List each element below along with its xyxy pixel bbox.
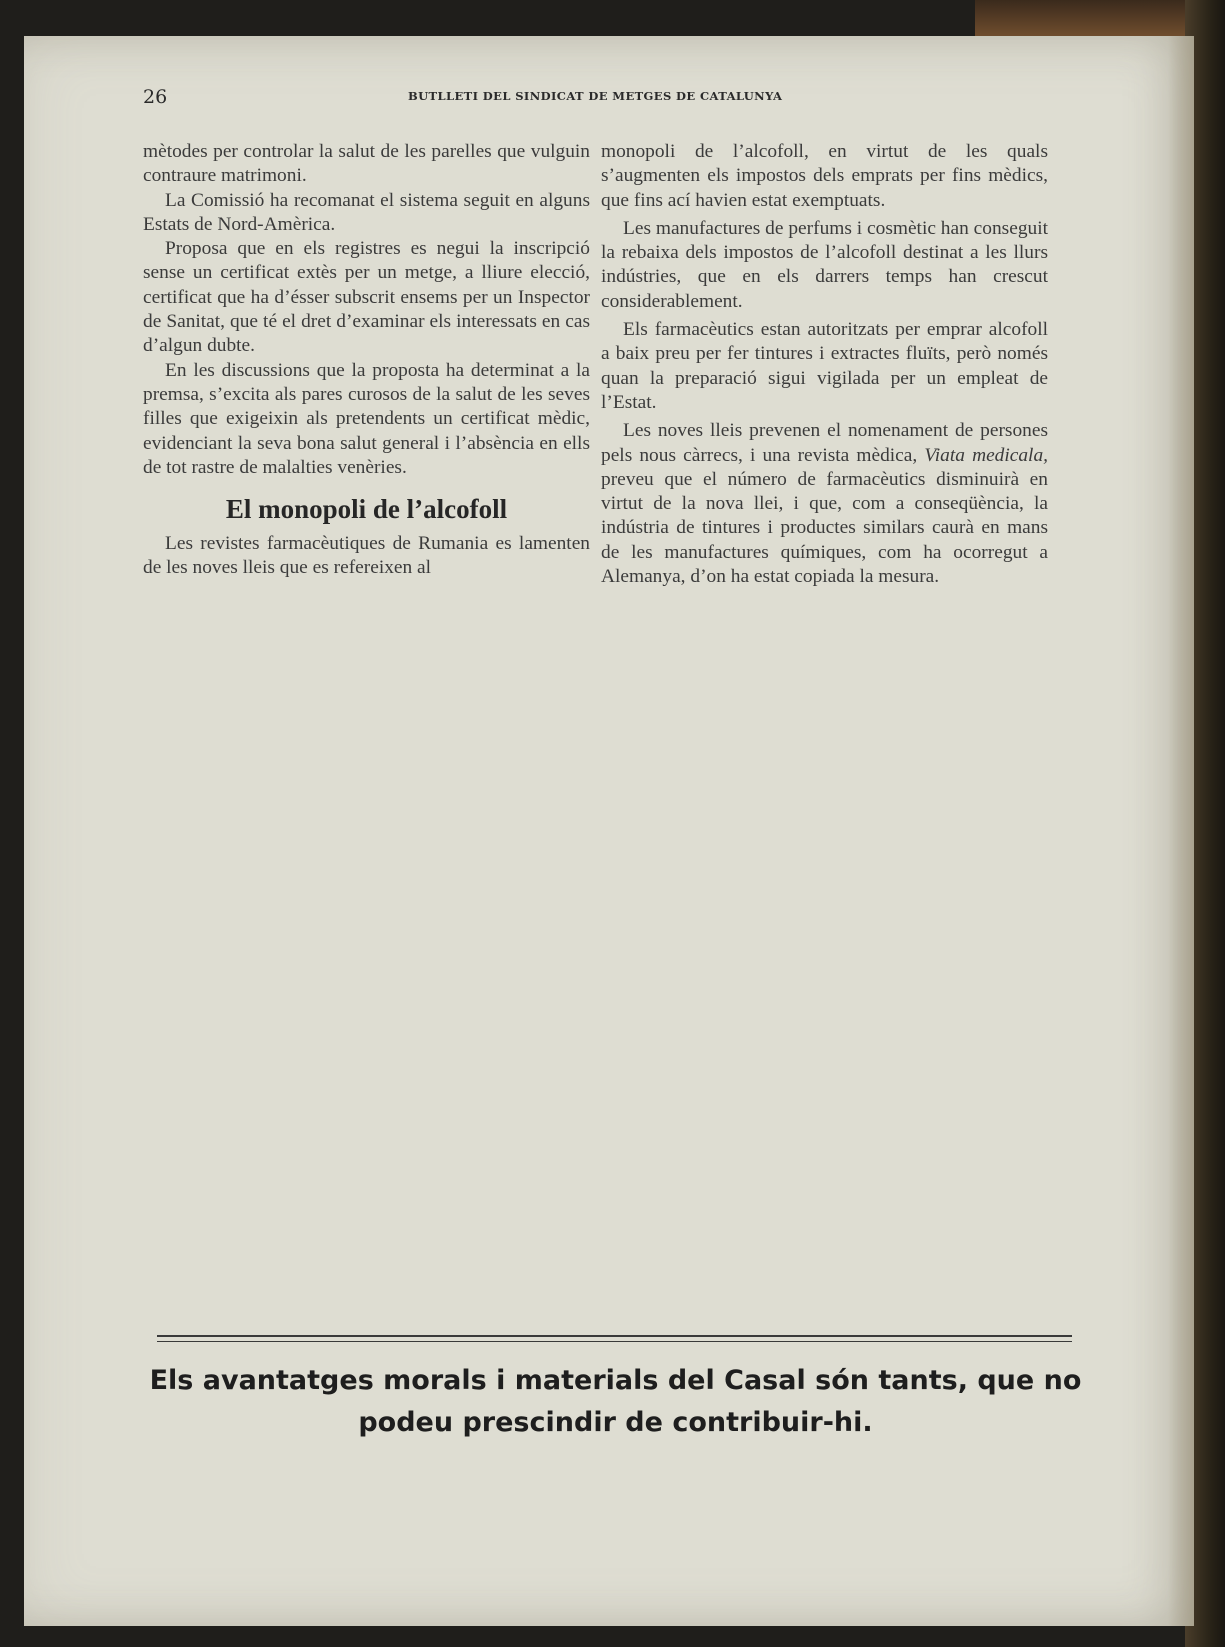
footer-notice [143, 1360, 1088, 1444]
right-column [601, 140, 1048, 589]
paragraph: Proposa que en els registres es negui la inscripció sense un certificat extès per un metge, a lliure elecció, certificat que ha d’ésser subscrit ensems per un Inspector de Sanitat, que té el dret d’examinar els interessats en cas d’algun dubte. [143, 238, 590, 357]
journal-title: BUTLLETI DEL SINDICAT DE METGES DE CATALUNYA [408, 89, 783, 103]
paragraph [601, 419, 1048, 589]
notice-line: Els avantatges morals i materials del Casal són tants, que no [149, 1365, 1082, 1396]
running-header [143, 86, 1138, 116]
paragraph-text: preveu que el número de farmacèutics disminuirà en virtut de la nova llei, i que, com a conseqüència, la indústria de tintures i productes similars caurà en mans de les manufactures químiques, com ha ocorregut a Alemanya, d’on ha estat copiada la mesura. [601, 468, 1048, 588]
left-column [143, 140, 590, 581]
paragraph: Les manufactures de perfums i cosmètic han conseguit la rebaixa dels impostos de l’alcofoll destinat a les llurs indústries, que en els darrers temps han crescut considerablement. [601, 217, 1048, 312]
section-heading: El monopoli de l’alcofoll [225, 494, 508, 525]
paragraph-text: Les noves lleis prevenen el nomenament de persones pels nous càrrecs, i una revista mèdica, [601, 420, 1048, 466]
paragraph: Els farmacèutics estan autoritzats per emprar alcofoll a baix preu per fer tintures i extractes fluïts, però només quan la preparació sigui vigilada per un empleat de l’Estat. [601, 319, 1048, 413]
page-fold-shadow [1168, 36, 1194, 1626]
paragraph: La Comissió ha recomanat el sistema seguit en alguns Estats de Nord-Amèrica. [143, 189, 590, 235]
paragraph: Les revistes farmacèutiques de Rumania es lamenten de les noves lleis que es refereixen al [143, 533, 590, 579]
journal-name: Viata medicala, [924, 444, 1048, 466]
paragraph: En les discussions que la proposta ha determinat a la premsa, s’excita als pares curosos de la salut de les seves filles que exigeixin als pretendents un certificat mèdic, evidenciant la seva bona salut general i l’absència en ells de tot rastre de malalties venèries. [143, 359, 590, 478]
page-number: 26 [143, 86, 168, 108]
paragraph: mètodes per controlar la salut de les parelles que vulguin contraure matrimoni. [143, 141, 590, 187]
horizontal-rule [157, 1335, 1072, 1342]
notice-line: podeu prescindir de contribuir-hi. [358, 1407, 873, 1438]
paragraph: monopoli de l’alcofoll, en virtut de les quals s’augmenten els impostos dels emprats per fins mèdics, que fins ací havien estat exemptuats. [601, 141, 1048, 211]
